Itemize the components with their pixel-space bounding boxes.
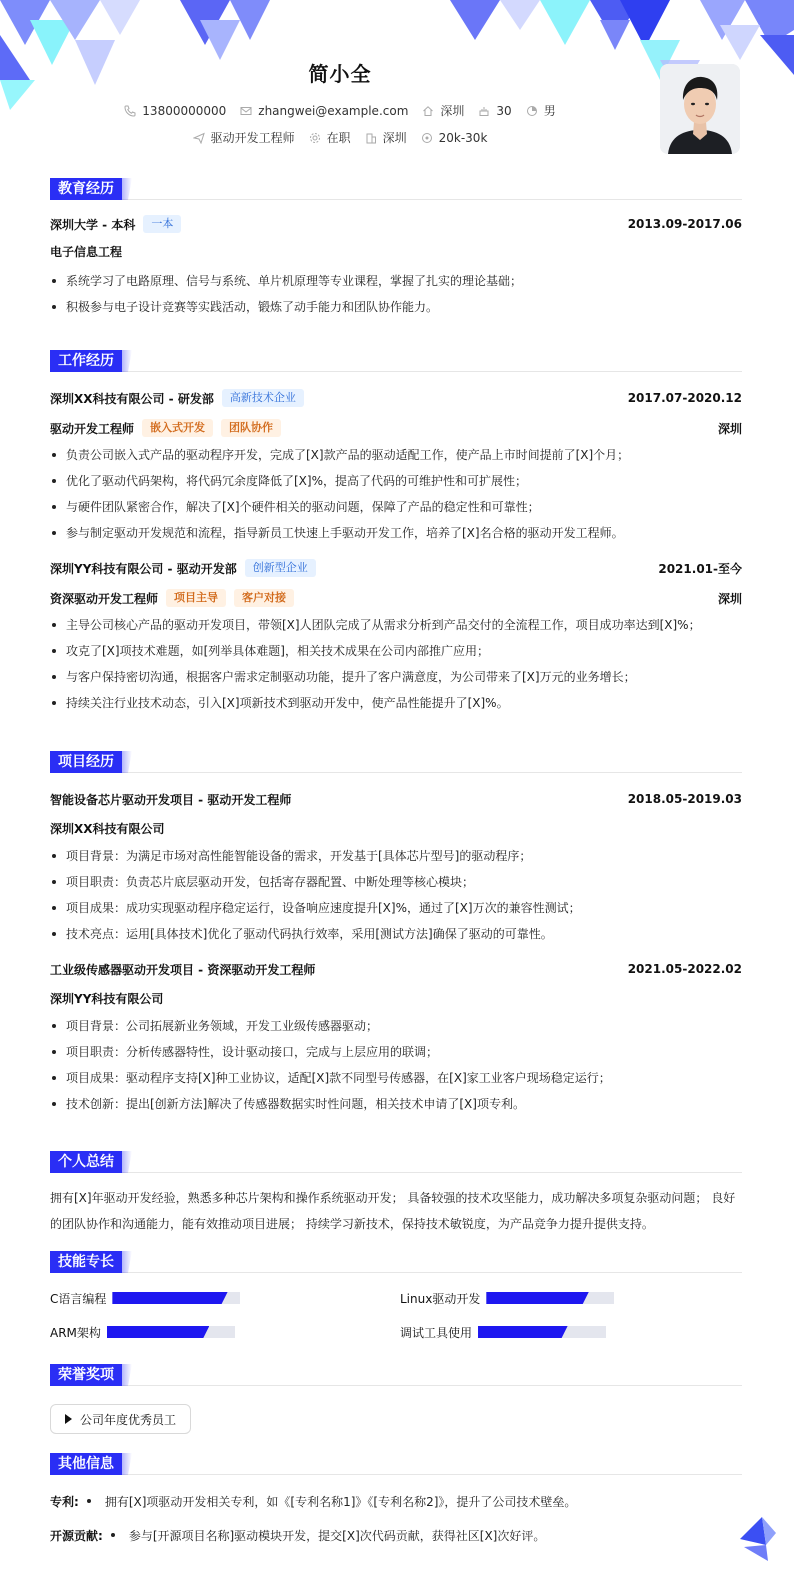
summary-section [50,1151,742,1237]
education-bullets [50,268,742,320]
patent-label: 专利: [50,1494,79,1509]
play-icon [65,1414,72,1424]
send-icon [193,132,205,144]
education-date: 2013.09-2017.06 [627,217,742,231]
skill-bar-fill [486,1292,588,1304]
list-item: 项目职责：分析传感器特性，设计驱动接口，完成与上层应用的联调； [50,1039,742,1065]
skills-section [50,1251,742,1341]
gender-icon [526,105,538,117]
list-item: 项目成果：驱动程序支持[X]种工业协议，适配[X]款不同型号传感器，在[X]家工业客户现场稳定运行； [50,1065,742,1091]
skill-bar-fill [107,1326,209,1338]
skill-tag: 嵌入式开发 [142,419,213,437]
resume-header [0,0,794,170]
skill-name: C语言编程 [50,1291,107,1306]
project-bullets [50,1013,742,1117]
corner-decoration [736,1517,776,1561]
section-title-text: 工作经历 [50,350,122,372]
education-section [50,178,742,320]
phone-icon [124,105,136,117]
list-item: 项目背景：公司拓展新业务领域，开发工业级传感器驱动； [50,1013,742,1039]
city-info [365,129,407,146]
list-item: 技术亮点：运用[具体技术]优化了驱动代码执行效率，采用[测试方法]确保了驱动的可靠性。 [50,921,742,947]
job-info [193,129,295,146]
job-date: 2017.07-2020.12 [627,391,742,405]
age-text: 30 [496,103,512,118]
gender-info [526,102,556,119]
patent-row [50,1491,742,1511]
section-title-text: 项目经历 [50,751,122,773]
job-role-row [50,588,742,608]
skill-item [400,1323,742,1341]
money-icon [421,132,433,144]
section-title [50,1364,742,1386]
section-title-text: 其他信息 [50,1453,122,1475]
summary-text: 拥有[X]年驱动开发经验，熟悉多种芯片架构和操作系统驱动开发； 具备较强的技术攻坚能力，成功解决多项复杂驱动问题； 良好的团队协作和沟通能力，能有效推动项目进展； 持续学习新技术，保持技术敏锐度，为产品竞争力提升提供支持。 [50,1191,736,1231]
company-name: 深圳YY科技有限公司 - 驱动开发部 [50,561,237,576]
project-header [50,789,742,809]
honors-section [50,1364,742,1434]
award-name: 公司年度优秀员工 [80,1412,177,1427]
list-item: 系统学习了电路原理、信号与系统、单片机原理等专业课程，掌握了扎实的理论基础； [50,268,742,294]
phone-info [124,102,226,119]
gear-icon [309,132,321,144]
salary-info [421,129,488,146]
job-header [50,388,742,408]
list-item: 参与制定驱动开发规范和流程，指导新员工快速上手驱动开发工作，培养了[X]名合格的驱动开发工程师。 [50,520,742,546]
job-city: 深圳 [717,421,742,436]
section-title [50,178,742,200]
skill-bar [478,1326,606,1338]
list-item: 项目背景：为满足市场对高性能智能设备的需求，开发基于[具体芯片型号]的驱动程序； [50,843,742,869]
award-item [50,1404,191,1434]
status-info [309,129,351,146]
oss-text: 参与[开源项目名称]驱动模块开发，提交[X]次代码贡献，获得社区[X]次好评。 [128,1528,546,1543]
oss-row [50,1525,742,1545]
salary-text: 20k-30k [438,130,488,145]
project-name: 智能设备芯片驱动开发项目 - 驱动开发工程师 [50,792,292,807]
gender-text: 男 [543,104,556,118]
skill-bar-fill [112,1292,227,1304]
list-item: 攻克了[X]项技术难题，如[列举具体难题]，相关技术成果在公司内部推广应用； [50,638,742,664]
skill-bar-fill [478,1326,568,1338]
list-item: 与硬件团队紧密合作，解决了[X]个硬件相关的驱动问题，保障了产品的稳定性和可靠性； [50,494,742,520]
contact-row [0,102,680,119]
home-icon [422,105,434,117]
bullet-dot [111,1533,115,1537]
skill-bar [486,1292,614,1304]
skill-tag: 客户对接 [234,589,294,607]
company-name: 深圳XX科技有限公司 - 研发部 [50,391,214,406]
project-date: 2021.05-2022.02 [627,962,742,976]
skill-bar [112,1292,240,1304]
skill-item [400,1289,742,1307]
phone-text: 13800000000 [142,103,227,118]
section-title-text: 技能专长 [50,1251,122,1273]
list-item: 与客户保持密切沟通，根据客户需求定制驱动功能，提升了客户满意度，为公司带来了[X]万元的业务增长； [50,664,742,690]
skill-tag: 项目主导 [166,589,226,607]
city-text: 深圳 [382,131,407,145]
email-info [240,102,408,119]
job-role-row [50,418,742,438]
major-name: 电子信息工程 [50,245,123,259]
list-item: 持续关注行业技术动态，引入[X]项新技术到驱动开发中，使产品性能提升了[X]%。 [50,690,742,716]
projects-section [50,751,742,1117]
section-title [50,350,742,372]
skill-bar [107,1326,235,1338]
job-bullets [50,442,742,546]
education-entry-header [50,214,742,234]
skill-name: 调试工具使用 [400,1325,473,1340]
patent-text: 拥有[X]项驱动开发相关专利，如《[专利名称1]》《[专利名称2]》，提升了公司技术壁垒。 [104,1494,577,1509]
skill-name: Linux驱动开发 [400,1291,481,1306]
skill-item [50,1323,400,1341]
school-name: 深圳大学 - 本科 [50,217,136,232]
status-text: 在职 [326,131,351,145]
section-title [50,1453,742,1475]
bullet-dot [87,1499,91,1503]
company-badge: 高新技术企业 [222,389,304,407]
list-item: 项目成果：成功实现驱动程序稳定运行，设备响应速度提升[X]%，通过了[X]万次的兼容性测试； [50,895,742,921]
job-bullets [50,612,742,716]
job-date: 2021.01-至今 [658,561,742,576]
project-date: 2018.05-2019.03 [627,792,742,806]
section-title-text: 教育经历 [50,178,122,200]
job-role: 驱动开发工程师 [50,421,135,436]
section-title-text: 个人总结 [50,1151,122,1173]
job-intent-row [0,129,680,146]
cake-icon [478,105,490,117]
company-badge: 创新型企业 [245,559,316,577]
job-city: 深圳 [717,591,742,606]
project-company: 深圳YY科技有限公司 [50,992,164,1006]
other-section [50,1453,742,1545]
job-role: 资深驱动开发工程师 [50,591,159,606]
avatar [660,64,740,154]
age-info [478,102,511,119]
job-text: 驱动开发工程师 [210,131,295,145]
mail-icon [240,105,252,117]
section-title [50,1251,742,1273]
section-title [50,1151,742,1173]
skills-grid [50,1289,742,1341]
school-badge: 一本 [143,215,181,233]
building-icon [365,132,377,144]
work-section [50,350,742,716]
skill-name: ARM架构 [50,1325,101,1340]
list-item: 项目职责：负责芯片底层驱动开发，包括寄存器配置、中断处理等核心模块； [50,869,742,895]
project-name: 工业级传感器驱动开发项目 - 资深驱动开发工程师 [50,962,316,977]
list-item: 优化了驱动代码架构，将代码冗余度降低了[X]%，提高了代码的可维护性和可扩展性； [50,468,742,494]
project-header [50,959,742,979]
list-item: 技术创新：提出[创新方法]解决了传感器数据实时性问题，相关技术申请了[X]项专利。 [50,1091,742,1117]
oss-label: 开源贡献: [50,1528,103,1543]
job-header [50,558,742,578]
candidate-name: 简小全 [308,62,372,86]
list-item: 积极参与电子设计竞赛等实践活动，锻炼了动手能力和团队协作能力。 [50,294,742,320]
skill-item [50,1289,400,1307]
section-title-text: 荣誉奖项 [50,1364,122,1386]
section-title [50,751,742,773]
email-text: zhangwei@example.com [258,103,409,118]
skill-tag: 团队协作 [221,419,281,437]
location-text: 深圳 [440,104,465,118]
project-company: 深圳XX科技有限公司 [50,822,165,836]
list-item: 主导公司核心产品的驱动开发项目，带领[X]人团队完成了从需求分析到产品交付的全流程工作，项目成功率达到[X]%； [50,612,742,638]
location-info [422,102,464,119]
list-item: 负责公司嵌入式产品的驱动程序开发，完成了[X]款产品的驱动适配工作，使产品上市时间提前了[X]个月； [50,442,742,468]
project-bullets [50,843,742,947]
